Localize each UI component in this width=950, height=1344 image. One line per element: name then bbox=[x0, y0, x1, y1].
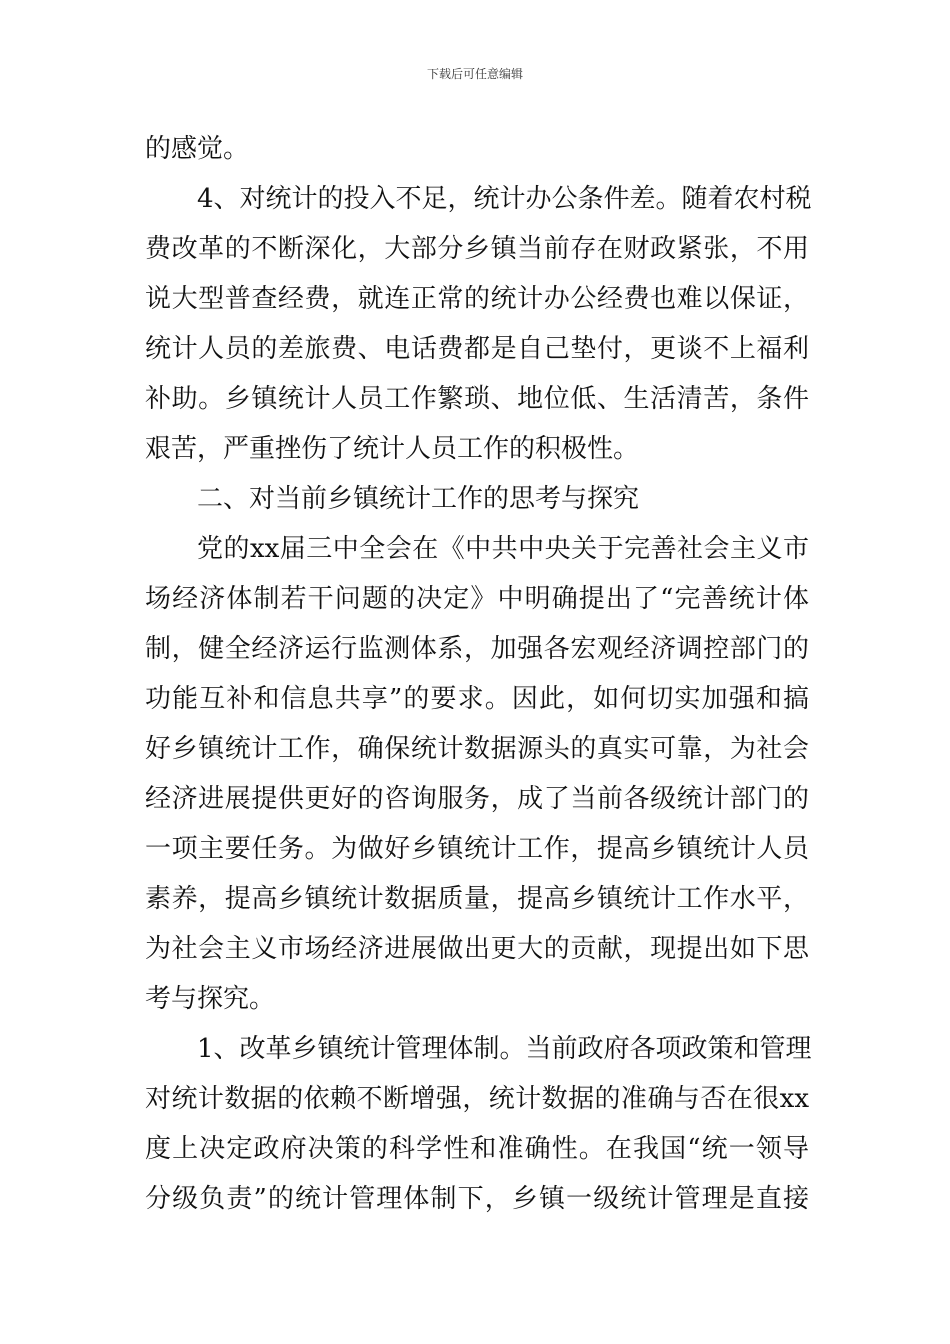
text-line: 经济进展提供更好的咨询服务，成了当前各级统计部门的 bbox=[145, 784, 809, 814]
text-line: 统计人员的差旅费、电话费都是自己垫付，更谈不上福利 bbox=[145, 334, 809, 364]
text-line: 补助。乡镇统计人员工作繁琐、地位低、生活清苦，条件 bbox=[145, 384, 809, 414]
text-line: 分级负责”的统计管理体制下，乡镇一级统计管理是直接 bbox=[145, 1184, 809, 1214]
text-line: 的感觉。 bbox=[145, 134, 250, 164]
text-line: 费改革的不断深化，大部分乡镇当前存在财政紧张，不用 bbox=[145, 234, 809, 264]
text-line: 1、改革乡镇统计管理体制。当前政府各项政策和管理 bbox=[197, 1034, 812, 1064]
text-line: 4、对统计的投入不足，统计办公条件差。随着农村税 bbox=[197, 184, 812, 214]
text-line: 一项主要任务。为做好乡镇统计工作，提高乡镇统计人员 bbox=[145, 834, 809, 864]
text-line: 场经济体制若干问题的决定》中明确提出了“完善统计体 bbox=[145, 584, 809, 614]
text-line: 说大型普查经费，就连正常的统计办公经费也难以保证， bbox=[145, 284, 809, 314]
text-line: 度上决定政府决策的科学性和准确性。在我国“统一领导 bbox=[145, 1134, 809, 1164]
text-line: 好乡镇统计工作，确保统计数据源头的真实可靠，为社会 bbox=[145, 734, 809, 764]
text-line: 对统计数据的依赖不断增强，统计数据的准确与否在很xx bbox=[145, 1084, 809, 1114]
text-line: 考与探究。 bbox=[145, 984, 276, 1014]
text-line: 功能互补和信息共享”的要求。因此，如何切实加强和搞 bbox=[145, 684, 809, 714]
section-heading: 二、对当前乡镇统计工作的思考与探究 bbox=[197, 484, 640, 514]
text-line: 为社会主义市场经济进展做出更大的贡献，现提出如下思 bbox=[145, 934, 809, 964]
text-line: 党的xx届三中全会在《中共中央关于完善社会主义市 bbox=[197, 534, 809, 564]
text-line: 制，健全经济运行监测体系，加强各宏观经济调控部门的 bbox=[145, 634, 809, 664]
page-header: 下载后可任意编辑 bbox=[426, 67, 523, 81]
text-line: 素养，提高乡镇统计数据质量，提高乡镇统计工作水平， bbox=[145, 884, 809, 914]
text-line: 艰苦，严重挫伤了统计人员工作的积极性。 bbox=[145, 434, 640, 464]
